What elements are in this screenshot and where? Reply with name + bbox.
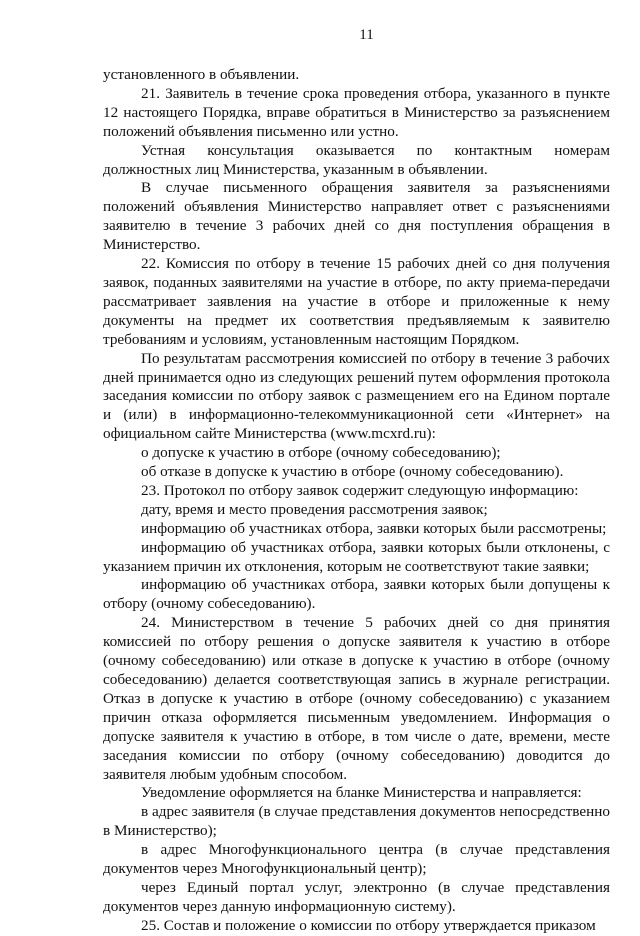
list-item-to-applicant: в адрес заявителя (в случае представления документов непосредственно в Министерство); xyxy=(103,803,610,840)
paragraph-continuation: установленного в объявлении. xyxy=(103,66,300,83)
paragraph-notification: Уведомление оформляется на бланке Министерства и направляется: xyxy=(141,784,582,802)
paragraph-21: 21. Заявитель в течение срока проведения отбора, указанного в пункте 12 настоящего Порядка, вправе обратиться в Министерство за разъяснением положений объявления письменно или устно. xyxy=(103,84,610,140)
list-item-admission: о допуске к участию в отборе (очному собеседованию); xyxy=(141,444,501,462)
list-item-reviewed: информацию об участниках отбора, заявки которых были рассмотрены; xyxy=(141,519,607,537)
paragraph-24: 24. Министерством в течение 5 рабочих дней со дня принятия комиссией по отбору решения о допуске заявителя к участию в отборе (очному собеседованию) или отказе в допуске к участию в отборе (очному собеседованию) делается соответствующая запись в журнале регистрации. Отказ в допуске к участию в отборе (очному собеседованию) с указанием причин отказа оформляется письменным уведомлением. Информация о допуске заявителя к участию в отборе, в том числе о дате, времени, месте заседания комиссии по отбору (очному собеседованию) доводится до заявителя любым удобным способом. xyxy=(103,614,610,783)
paragraph-23: 23. Протокол по отбору заявок содержит следующую информацию: xyxy=(141,481,579,499)
list-item-via-portal: через Единый портал услуг, электронно (в случае представления документов через данную информационную систему). xyxy=(103,878,610,915)
paragraph-written-request: В случае письменного обращения заявителя за разъяснениями положений объявления Министерство направляет ответ с разъяснениями заявителю в течение 3 рабочих дней со дня поступления обращения в Министерство. xyxy=(103,179,610,254)
list-item-rejected: информацию об участниках отбора, заявки которых были отклонены, с указанием причин их отклонения, которым не соответствуют такие заявки; xyxy=(103,538,610,575)
paragraph-review-results: По результатам рассмотрения комиссией по отбору в течение 3 рабочих дней принимается одно из следующих решений путем оформления протокола заседания комиссии по отбору заявок с размещением его на Едином портале и (или) в информационно-телекоммуникационной сети «Интернет» на официальном сайте Министерства (www.mcxrd.ru): xyxy=(103,349,610,443)
list-item-date-place: дату, время и место проведения рассмотрения заявок; xyxy=(141,500,488,518)
page-number: 11 xyxy=(359,27,374,43)
document-body xyxy=(103,66,610,936)
paragraph-22: 22. Комиссия по отбору в течение 15 рабочих дней со дня получения заявок, поданных заявителями на участие в отборе, по акту приема-передачи рассматривает заявления на участие в отборе и приложенные к нему документы на предмет их соответствия предъявляемым к заявителю требованиям и условиям, установленным настоящим Порядком. xyxy=(103,255,610,348)
list-item-admitted: информацию об участниках отбора, заявки которых были допущены к отбору (очному собеседованию). xyxy=(103,576,610,613)
list-item-to-mfc: в адрес Многофункционального центра (в случае представления документов через Многофункциональный центр); xyxy=(103,841,610,878)
paragraph-oral-consultation: Устная консультация оказывается по контактным номерам должностных лиц Министерства, указанным в объявлении. xyxy=(103,141,610,178)
list-item-refusal: об отказе в допуске к участию в отборе (очному собеседованию). xyxy=(141,463,564,481)
paragraph-25: 25. Состав и положение о комиссии по отбору утверждается приказом xyxy=(141,916,596,934)
